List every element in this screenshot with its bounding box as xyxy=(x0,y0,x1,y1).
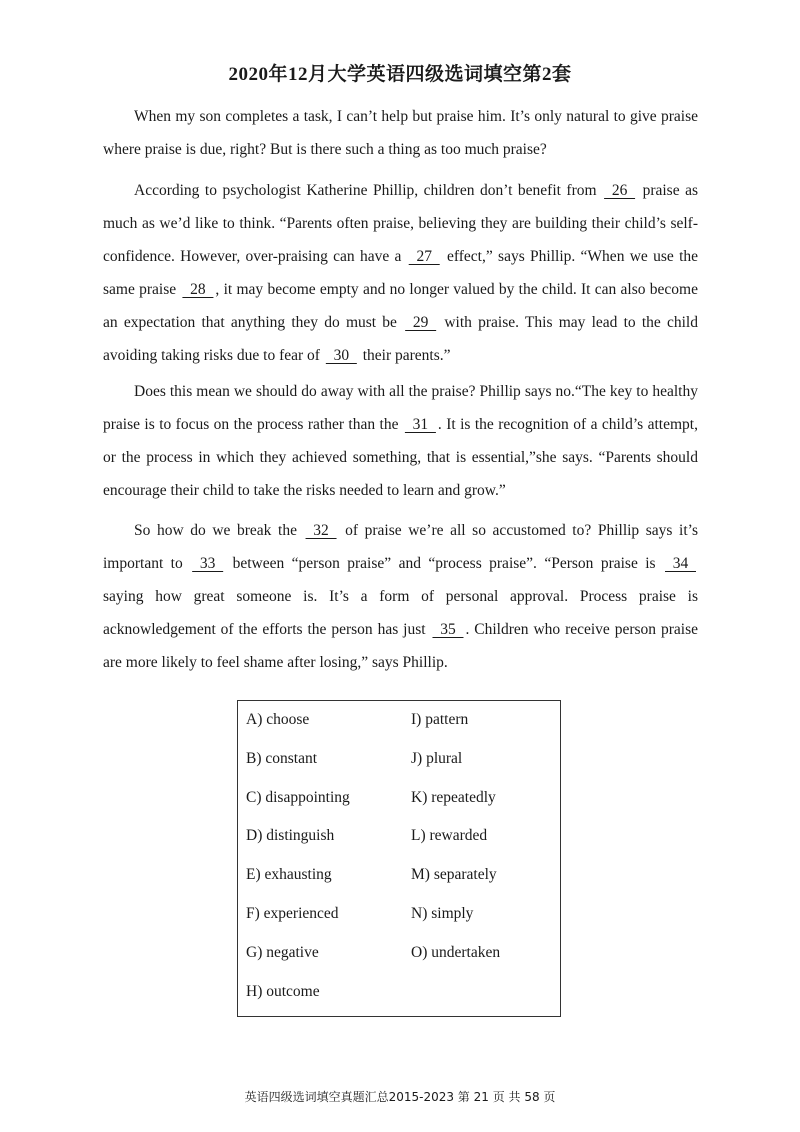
option-k: K) repeatedly xyxy=(411,788,496,806)
paragraph-text: . Children who receive person praise are more likely to feel shame after losing,” says Phillip. xyxy=(103,621,698,671)
word-bank xyxy=(237,700,561,1017)
option-h: H) outcome xyxy=(246,982,320,1000)
option-m: M) separately xyxy=(411,866,497,884)
option-g: G) negative xyxy=(246,943,319,961)
paragraph-text: Does this mean we should do away with all the praise? Phillip says no.“The key to healthy praise is to focus on the process rather than the xyxy=(103,383,698,433)
option-e: E) exhausting xyxy=(246,866,332,884)
answer-blank[interactable]: 32 xyxy=(305,522,337,539)
option-a: A) choose xyxy=(246,711,310,728)
paragraph-text: praise as much as we’d like to think. “Parents often praise, believing they are building their child’s self-confidence. However, over-praising can have a xyxy=(103,182,699,265)
answer-blank[interactable]: 30 xyxy=(325,347,357,364)
paragraph-text: their parents.” xyxy=(358,347,451,364)
page-footer: 英语四级选词填空真题汇总2015-2023 第 21 页 共 58 页 xyxy=(244,1090,556,1104)
option-f: F) experienced xyxy=(246,904,339,922)
option-i: I) pattern xyxy=(411,711,469,728)
answer-blank[interactable]: 27 xyxy=(408,248,440,265)
option-b: B) constant xyxy=(246,749,318,767)
option-c: C) disappointing xyxy=(246,788,350,806)
page-title: 2020年12月大学英语四级选词填空第2套 xyxy=(228,64,572,85)
answer-blank[interactable]: 31 xyxy=(404,416,436,433)
paragraph-text: . It is the recognition of a child’s attempt, or the process in which they achieved something, that is essential,”she says. “Parents should encourage their child to take the risks needed to learn and grow.” xyxy=(103,416,698,499)
answer-blank[interactable]: 33 xyxy=(192,555,224,572)
answer-blank[interactable]: 26 xyxy=(604,182,636,199)
paragraph-text: of praise we’re all so accustomed to? Phillip says it’s important to xyxy=(103,522,699,572)
option-j: J) plural xyxy=(411,749,463,767)
paragraph-text: So how do we break the xyxy=(134,522,304,539)
paragraph-text: When my son completes a task, I can’t help but praise him. It’s only natural to give praise where praise is due, right? But is there such a thing as too much praise? xyxy=(103,108,698,158)
answer-blank[interactable]: 28 xyxy=(182,281,214,298)
paragraph-text: effect,” says Phillip. “When we use the same praise xyxy=(103,248,699,298)
option-d: D) distinguish xyxy=(246,827,335,845)
paragraph-text: , it may become empty and no longer valued by the child. It can also become an expectation that anything they do must be xyxy=(103,281,698,331)
paragraph-text: According to psychologist Katherine Phillip, children don’t benefit from xyxy=(134,182,603,199)
option-n: N) simply xyxy=(411,904,474,922)
paragraph-2 xyxy=(103,174,698,372)
paragraph-1 xyxy=(103,100,698,166)
paragraph-text: saying how great someone is. It’s a form of personal approval. Process praise is acknowledgement of the efforts the person has just xyxy=(103,588,698,638)
paragraph-3 xyxy=(103,375,698,507)
paragraph-text: between “person praise” and “process praise”. “Person praise is xyxy=(225,555,663,572)
option-l: L) rewarded xyxy=(411,827,488,845)
paragraph-4 xyxy=(103,514,698,679)
answer-blank[interactable]: 29 xyxy=(405,314,437,331)
paragraph-text: with praise. This may lead to the child avoiding taking risks due to fear of xyxy=(103,314,698,364)
answer-blank[interactable]: 35 xyxy=(432,621,464,638)
word-bank-left-column xyxy=(246,710,350,1020)
option-o: O) undertaken xyxy=(411,943,501,961)
word-bank-right-column xyxy=(411,710,500,982)
answer-blank[interactable]: 34 xyxy=(665,555,696,572)
